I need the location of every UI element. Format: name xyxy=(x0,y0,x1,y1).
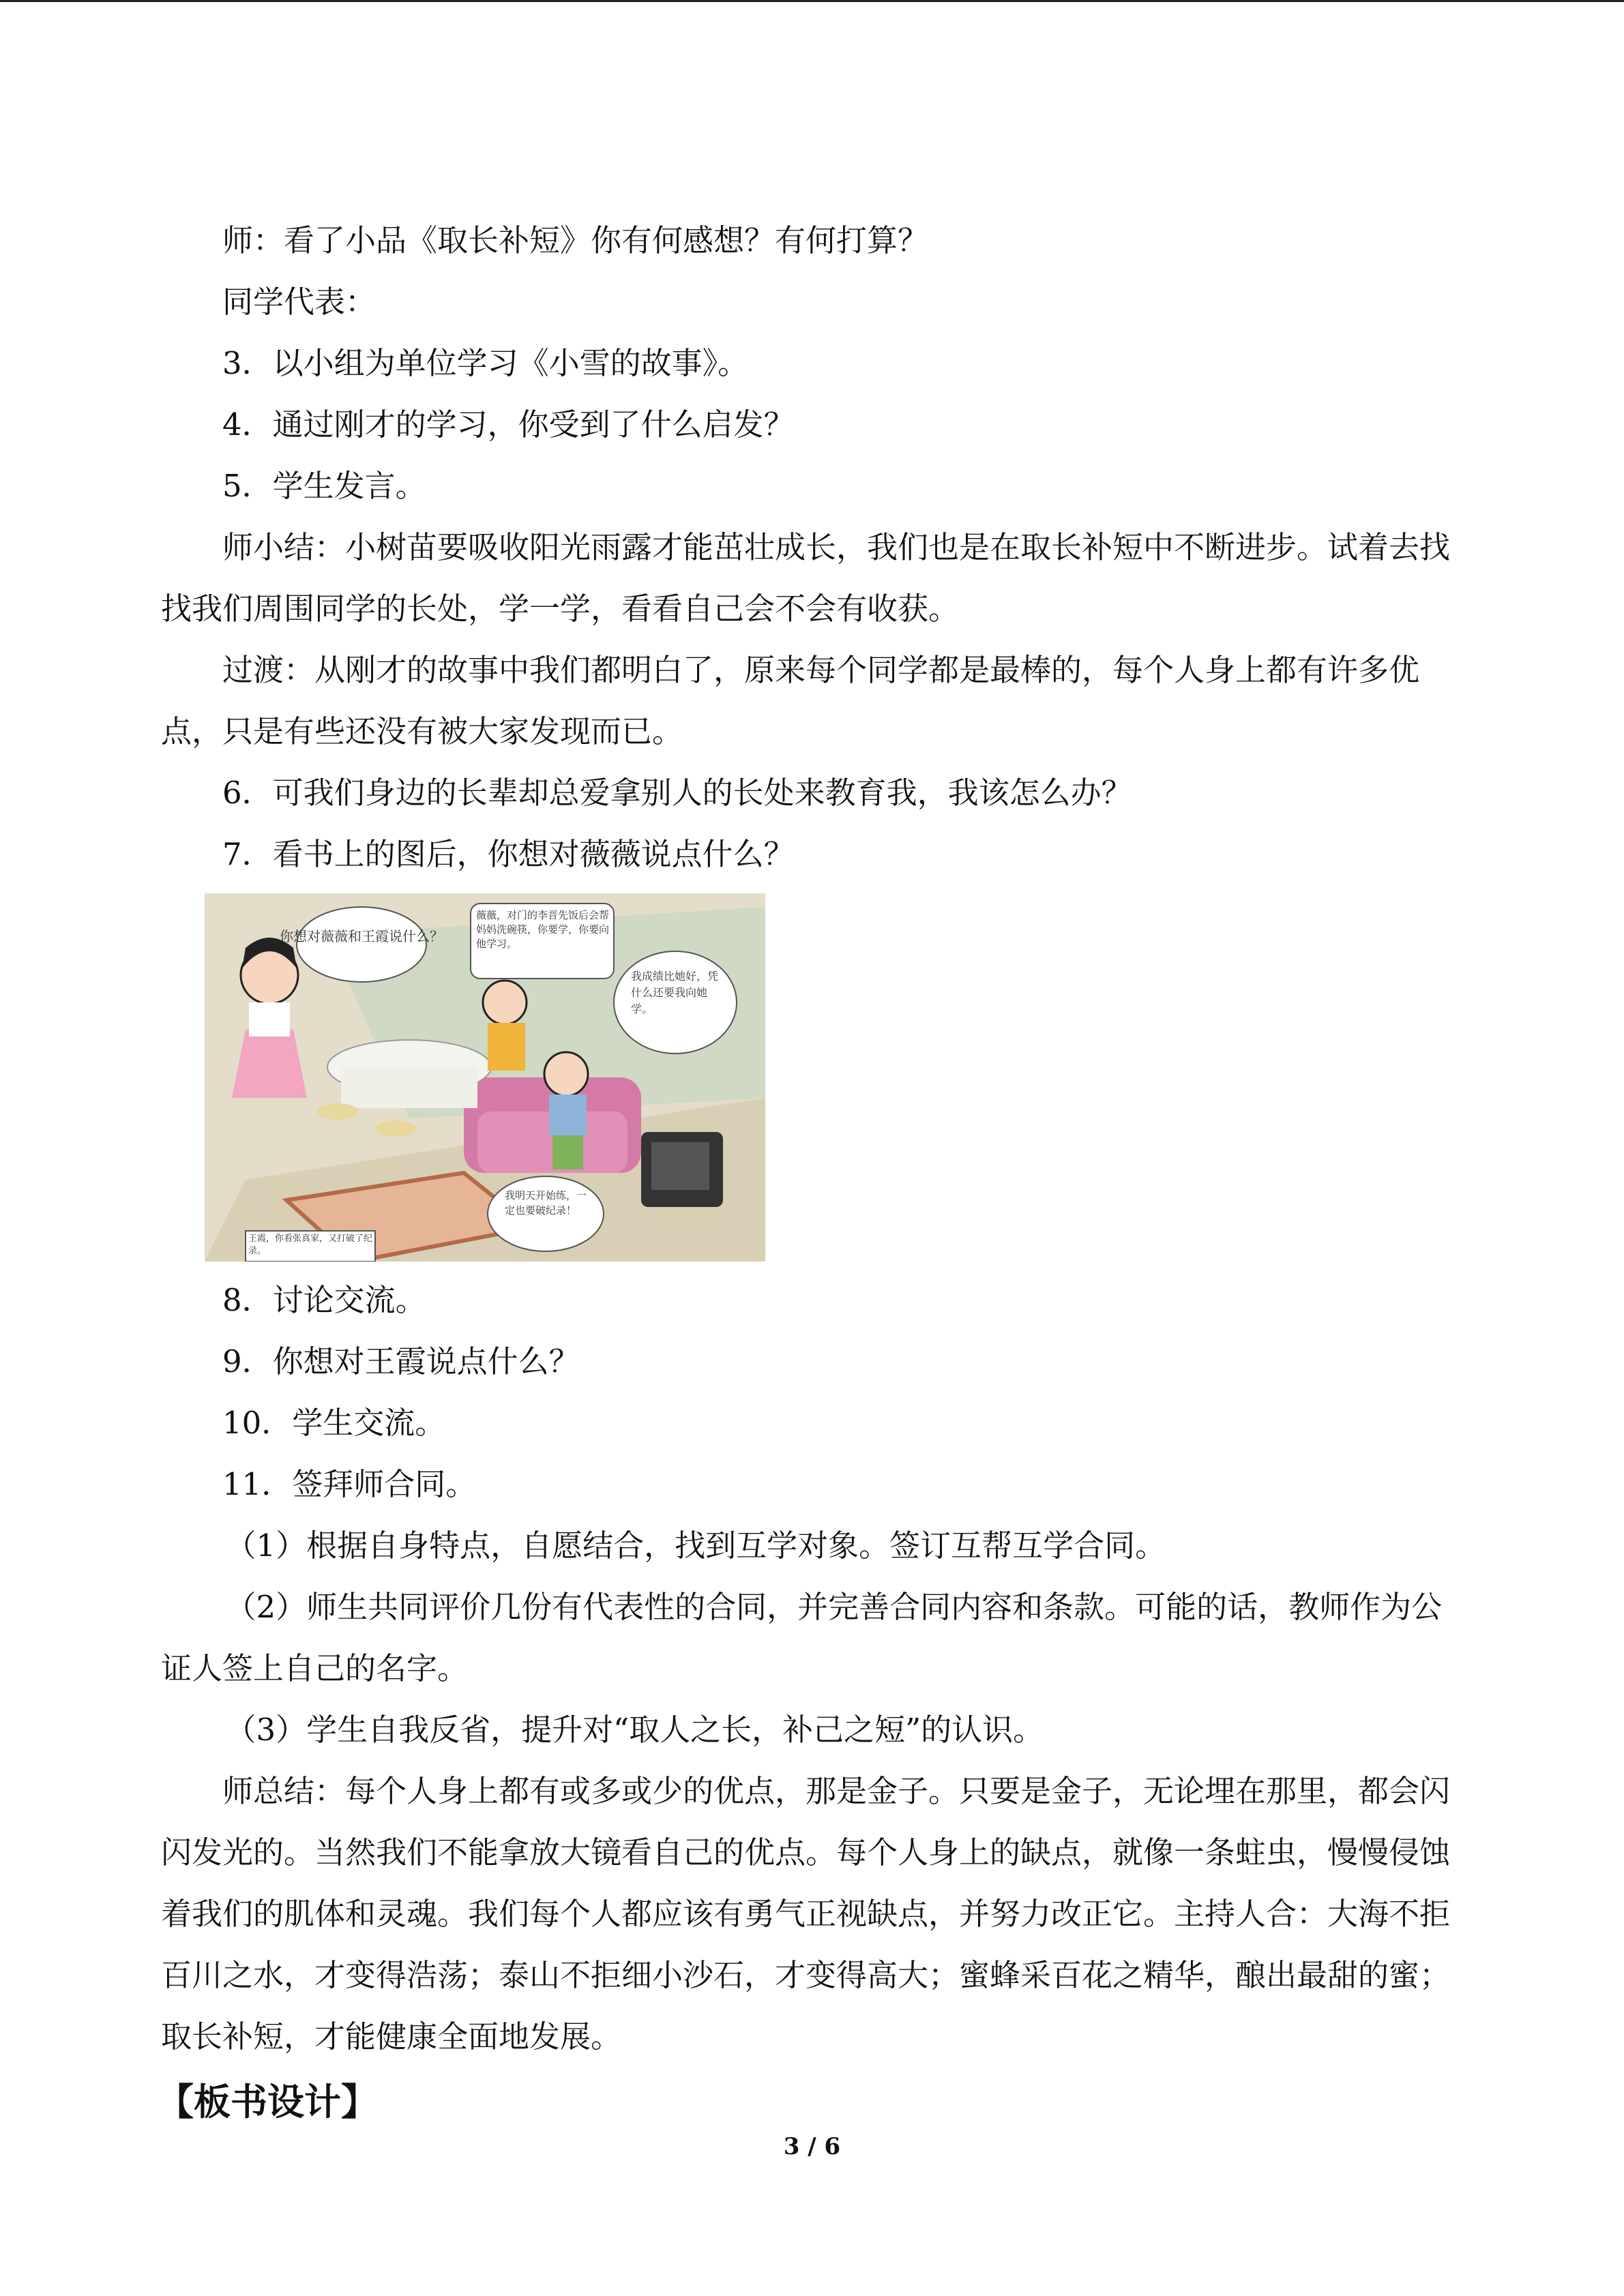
paragraph: 同学代表： xyxy=(222,284,377,320)
textbook-illustration xyxy=(205,893,765,1262)
document-body xyxy=(157,210,1471,2136)
paragraph: （1）根据自身特点，自愿结合，找到互学对象。签订互帮互学合同。 xyxy=(225,1527,1166,1564)
paragraph: 11．签拜师合同。 xyxy=(222,1466,477,1502)
paragraph: 师：看了小品《取长补短》你有何感想？有何打算？ xyxy=(222,222,929,258)
bubble-text-4: 我明天开始练，一定也要破纪录！ xyxy=(505,1189,587,1217)
page-number: 3 / 6 xyxy=(783,2133,841,2160)
bubble-text-3: 我成绩比她好，凭什么还要我向她学。 xyxy=(631,970,719,1015)
section-heading: 【板书设计】 xyxy=(157,2080,378,2123)
paragraph: 过渡：从刚才的故事中我们都明白了，原来每个同学都是最棒的，每个人身上都有许多优点，只是有些还没有被大家发现而已。 xyxy=(161,652,1420,749)
bubble-text-5: 王霞，你看张真家，又打破了纪录。 xyxy=(248,1234,372,1256)
paragraph: 10．学生交流。 xyxy=(222,1405,446,1441)
paragraph: 师小结：小树苗要吸收阳光雨露才能茁壮成长，我们也是在取长补短中不断进步。试着去找找我们周围同学的长处，学一学，看看自己会不会有收获。 xyxy=(161,529,1451,627)
paragraph: 4．通过刚才的学习，你受到了什么启发？ xyxy=(222,406,795,443)
paragraph: 师总结：每个人身上都有或多或少的优点，那是金子。只要是金子，无论埋在那里，都会闪闪发光的。当然我们不能拿放大镜看自己的优点。每个人身上的缺点，就像一条蛀虫，慢慢侵蚀着我们的肌体和灵魂。我们每个人都应该有勇气正视缺点，并努力改正它。主持人合：大海不拒百川之水，才变得浩荡；泰山不拒细小沙石，才变得高大；蜜蜂采百花之精华，酿出最甜的蜜；取长补短，才能健康全面地发展。 xyxy=(161,1773,1451,2055)
top-border-line xyxy=(0,0,1624,2)
bubble-text-1: 你想对薇薇和王霞说什么？ xyxy=(280,928,443,944)
paragraph: 5．学生发言。 xyxy=(222,468,426,504)
paragraph: （2）师生共同评价几份有代表性的合同，并完善合同内容和条款。可能的话，教师作为公证人签上自己的名字。 xyxy=(161,1589,1443,1686)
paragraph: 3．以小组为单位学习《小雪的故事》。 xyxy=(222,345,749,381)
paragraph: 7．看书上的图后，你想对薇薇说点什么？ xyxy=(222,836,795,872)
paragraph: 8．讨论交流。 xyxy=(222,1282,426,1318)
bubble-text-2: 薇薇，对门的李晋先饭后会帮妈妈洗碗筷，你要学，你要向他学习。 xyxy=(476,909,610,950)
paragraph: （3）学生自我反省，提升对“取人之长，补己之短”的认识。 xyxy=(225,1712,1044,1748)
paragraph: 6．可我们身边的长辈却总爱拿别人的长处来教育我，我该怎么办？ xyxy=(222,775,1132,811)
paragraph: 9．你想对王霞说点什么？ xyxy=(222,1343,580,1380)
